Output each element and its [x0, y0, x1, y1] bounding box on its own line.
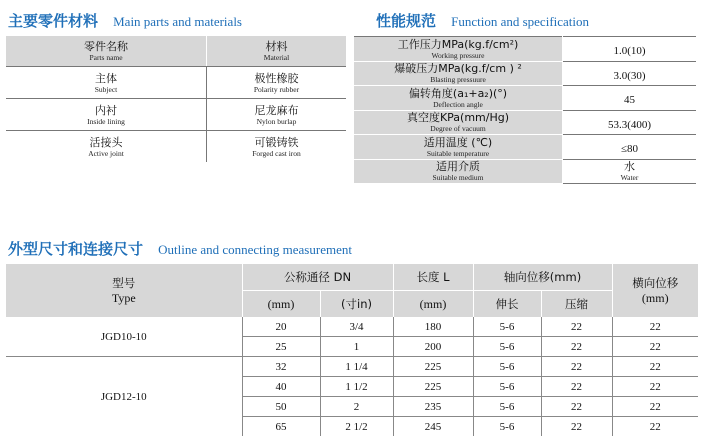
part-name-cell: 主体 Subject: [6, 67, 207, 99]
dn-mm-cell: 20: [242, 317, 320, 337]
lateral-header: 横向位移 (mm): [612, 264, 698, 317]
axial-ext-cell: 5-6: [473, 357, 541, 377]
axial-ext-cell: 5-6: [473, 317, 541, 337]
spec-label-cell: 适用温度 (℃) Suitable temperature: [354, 135, 563, 160]
length-cell: 180: [393, 317, 473, 337]
table-row: [6, 131, 346, 163]
dn-inch-cell: 1 1/4: [320, 357, 393, 377]
dn-mm-cell: 25: [242, 337, 320, 357]
length-header: 长度 L: [393, 264, 473, 291]
table-row: [6, 99, 346, 131]
outline-measurement-table: [6, 264, 698, 436]
axial-comp-cell: 22: [541, 317, 612, 337]
length-mm-header: (mm): [393, 291, 473, 318]
parts-materials-table: [6, 36, 346, 162]
type-header: 型号 Type: [6, 264, 242, 317]
dn-inch-cell: 2: [320, 397, 393, 417]
length-cell: 225: [393, 357, 473, 377]
outline-header-row-1: [6, 264, 698, 291]
spec-label-cell: 适用介质 Suitable medium: [354, 159, 563, 184]
dn-inch-header: (寸in): [320, 291, 393, 318]
dn-inch-cell: 1: [320, 337, 393, 357]
lateral-cell: 22: [612, 357, 698, 377]
spec-title-cn: 性能规范: [376, 12, 437, 30]
dn-inch-cell: 2 1/2: [320, 417, 393, 437]
dn-inch-cell: 3/4: [320, 317, 393, 337]
lateral-cell: 22: [612, 397, 698, 417]
axial-ext-cell: 5-6: [473, 417, 541, 437]
lateral-cell: 22: [612, 377, 698, 397]
axial-ext-cell: 5-6: [473, 377, 541, 397]
parts-section-heading: [8, 10, 242, 31]
length-cell: 245: [393, 417, 473, 437]
spec-title-en: Function and specification: [451, 14, 590, 29]
type-cell: JGD10-10: [6, 317, 242, 357]
axial-comp-cell: 22: [541, 337, 612, 357]
table-row: [354, 135, 696, 160]
material-cell: 可锻铸铁 Forged cast iron: [252, 135, 301, 158]
axial-comp-cell: 22: [541, 417, 612, 437]
spec-value-cell: 45: [563, 86, 697, 111]
lateral-cell: 22: [649, 420, 661, 433]
material-cell: 极性橡胶 Polarity rubber: [207, 67, 347, 99]
spec-label-cell: 偏转角度(a₁+a₂)(°) Deflection angle: [354, 86, 563, 111]
spec-label-cell: 工作压力MPa(kg.f/cm²) Working pressure: [354, 37, 563, 62]
table-row: [6, 317, 698, 337]
axial-comp-header: 压缩: [541, 291, 612, 318]
length-cell: 200: [393, 337, 473, 357]
type-cell: JGD12-10: [6, 357, 242, 437]
dn-mm-header: (mm): [242, 291, 320, 318]
axial-comp-cell: 22: [541, 357, 612, 377]
part-name-cell: 内衬 Inside lining: [6, 99, 207, 131]
parts-table-header: [6, 36, 346, 67]
material-cell: 尼龙麻布 Nylon burlap: [207, 99, 347, 131]
parts-name-header: 零件名称 Parts name: [6, 36, 207, 67]
axial-header: 轴向位移(mm): [473, 264, 612, 291]
dn-header: 公称通径 DN: [242, 264, 393, 291]
spec-value-cell: 3.0(30): [563, 61, 697, 86]
lateral-cell: 22: [612, 337, 698, 357]
parts-title-en: Main parts and materials: [113, 14, 242, 29]
dn-mm-cell: 65: [242, 417, 320, 437]
axial-ext-cell: 5-6: [473, 337, 541, 357]
spec-label-cell: 真空度KPa(mm/Hg) Degree of vacuum: [354, 110, 563, 135]
dn-inch-cell: 1 1/2: [320, 377, 393, 397]
table-row: [354, 110, 696, 135]
outline-section-heading: [8, 238, 352, 259]
axial-comp-cell: 22: [541, 397, 612, 417]
spec-value-cell: 53.3(400): [563, 110, 697, 135]
axial-comp-cell: 22: [541, 377, 612, 397]
table-row: [354, 159, 696, 184]
part-name-cell: 活接头 Active joint: [6, 131, 207, 163]
dn-mm-cell: 40: [242, 377, 320, 397]
spec-value-cell: ≤80: [563, 135, 697, 160]
spec-label-cell: 爆破压力MPa(kg.f/cm ) ² Blasting pressuure: [354, 61, 563, 86]
function-spec-table: [354, 36, 696, 184]
outline-title-cn: 外型尺寸和连接尺寸: [8, 240, 144, 258]
table-row: [354, 86, 696, 111]
table-row: [6, 357, 698, 377]
outline-title-en: Outline and connecting measurement: [158, 242, 352, 257]
length-cell: 235: [393, 397, 473, 417]
spec-value-cell: 水 Water: [563, 159, 697, 184]
table-row: [354, 37, 696, 62]
length-cell: 225: [393, 377, 473, 397]
axial-ext-cell: 5-6: [473, 397, 541, 417]
lateral-cell: 22: [612, 317, 698, 337]
dn-mm-cell: 50: [242, 397, 320, 417]
table-row: [354, 61, 696, 86]
parts-title-cn: 主要零件材料: [8, 12, 99, 30]
material-header: 材料 Material: [207, 36, 347, 67]
table-row: [6, 67, 346, 99]
spec-value-cell: 1.0(10): [563, 37, 697, 62]
spec-section-heading: [376, 10, 589, 31]
dn-mm-cell: 32: [242, 357, 320, 377]
axial-ext-header: 伸长: [473, 291, 541, 318]
